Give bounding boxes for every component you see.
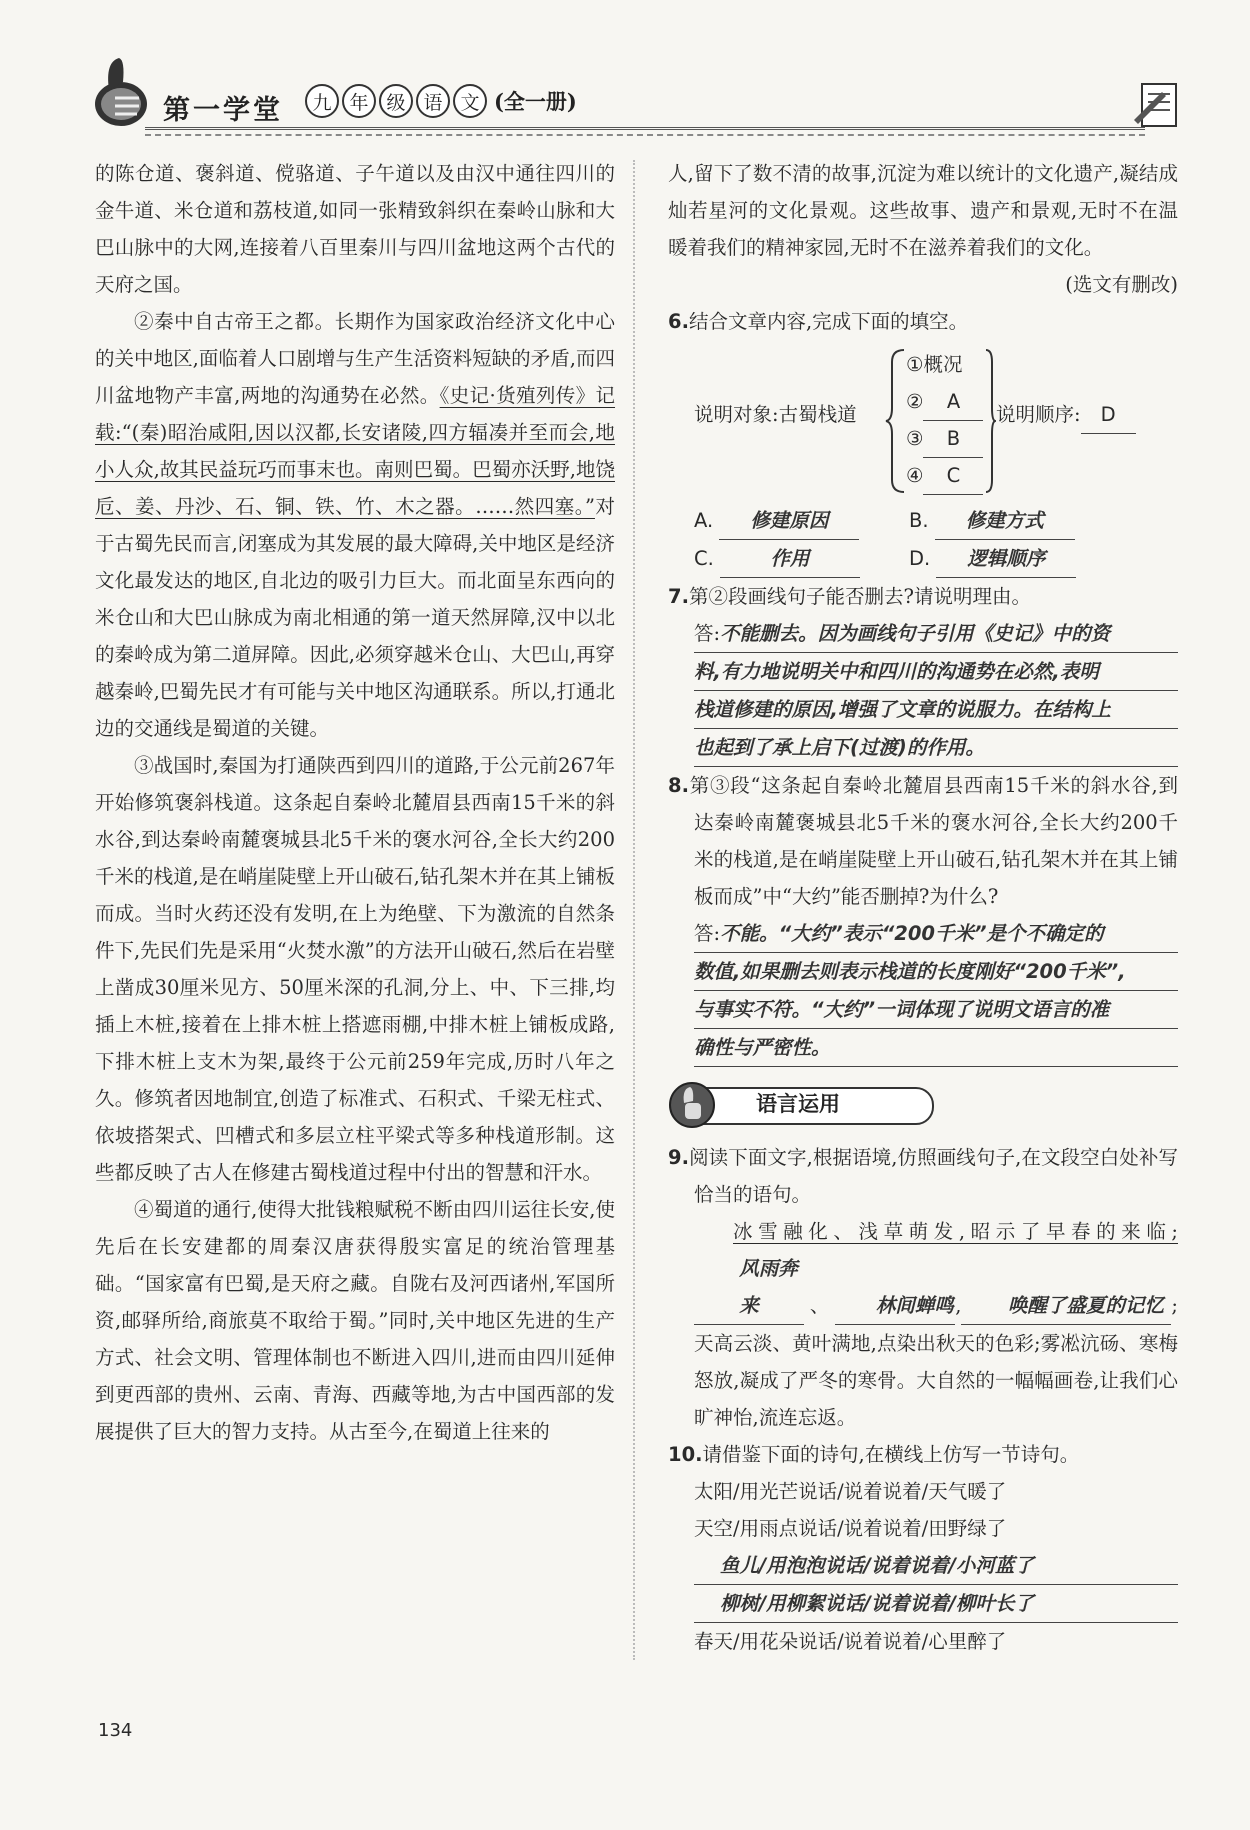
answer-line: 料,有力地说明关中和四川的沟通势在必然,表明	[694, 653, 1178, 691]
paragraph-cont: 人,留下了数不清的故事,沉淀为难以统计的文化遗产,凝结成灿若星河的文化景观。这些故事、遗产和景观,无时不在温暖着我们的精神家园,无时不在滋养着我们的文化。	[668, 162, 1178, 259]
brace-diagram	[694, 346, 1178, 496]
fill-blank: 风雨奔来	[694, 1250, 804, 1325]
fill-blank: 唤醒了盛夏的记忆	[961, 1287, 1171, 1325]
brace-item-1: ①概况	[906, 353, 963, 376]
separator: ,	[955, 1294, 962, 1317]
answer-line: 确性与严密性。	[694, 1029, 1178, 1067]
paragraph-4: ④蜀道的通行,使得大批钱粮赋税不断由四川运往长安,使先后在长安建都的周秦汉唐获得殷实富足的统治管理基础。“国家富有巴蜀,是天府之藏。自陇右及河西诸州,军国所资,邮驿所给,商旅莫不取给于蜀。”同时,关中地区先进的生产方式、社会文明、管理体制也不断进入四川,进而由四川延伸到更西部的贵州、云南、青海、西藏等地,为古中国西部的发展提供了巨大的智力支持。从古至今,在蜀道上往来的	[95, 1198, 615, 1443]
grade-char: 文	[453, 84, 487, 118]
question-number: 6.	[668, 310, 689, 333]
order-label: 说明顺序:	[996, 403, 1081, 426]
blank-D: D	[1081, 396, 1136, 434]
page-header	[85, 52, 1180, 142]
question-8	[668, 767, 1178, 915]
paragraph-2	[95, 303, 615, 747]
blank-B: B	[923, 420, 983, 458]
brace-order	[996, 396, 1136, 434]
paragraph-2-a: ②秦中自古帝王之都。长期作为国家政治经济文化中心的关中地区,面临着人口剧增与生产生活资料短缺的矛盾,而四川盆地物产丰富,两地的沟通势在必然。	[95, 310, 615, 407]
header-dash-rule	[145, 134, 1145, 136]
grade-char: 九	[305, 84, 339, 118]
answer-line: 栈道修建的原因,增强了文章的说服力。在结构上	[694, 691, 1178, 729]
answer-D: 逻辑顺序	[936, 540, 1076, 578]
right-column	[668, 155, 1178, 1660]
poem-answer-line	[668, 1547, 1178, 1585]
question-text: 请借鉴下面的诗句,在横线上仿写一节诗句。	[702, 1443, 1080, 1466]
question-number: 7.	[668, 585, 689, 608]
answer-line: 鱼儿/用泡泡说话/说着说着/小河蓝了	[694, 1547, 1178, 1585]
column-divider	[633, 160, 635, 1660]
option-label: A.	[694, 509, 714, 532]
answer-line: 与事实不符。“大约”一词体现了说明文语言的准	[694, 991, 1178, 1029]
notebook-icon	[1132, 80, 1180, 130]
answer-line: 不能删去。因为画线句子引用《史记》中的资	[720, 622, 1111, 645]
separator: 、	[804, 1294, 836, 1317]
question-number: 10.	[668, 1443, 703, 1466]
grade-char: 语	[416, 84, 450, 118]
option-label: D.	[909, 547, 931, 570]
brace-item-4	[906, 457, 983, 495]
underlined-quote: 《史记·货殖列传》记载:“(秦)昭治咸阳,因以汉都,长安诸陵,四方辐凑并至而会,地小人众,故其民益玩巧而事末也。南则巴蜀。巴蜀亦沃野,地饶卮、姜、丹沙、石、铜、铁、竹、木之器。……然四塞。”	[95, 384, 616, 518]
question-text: 结合文章内容,完成下面的填空。	[688, 310, 969, 333]
blank-C: C	[923, 457, 983, 495]
separator: ;	[1171, 1294, 1178, 1317]
q6-options	[668, 502, 1178, 578]
brace-item-2	[906, 383, 983, 421]
option-A	[694, 502, 909, 540]
left-column	[95, 155, 615, 1450]
question-number: 8.	[668, 774, 689, 797]
option-label: B.	[909, 509, 929, 532]
page-number: 134	[98, 1720, 133, 1741]
passage-text: 天高云淡、黄叶满地,点染出秋天的色彩;雾凇沆砀、寒梅怒放,凝成了严冬的寒骨。大自然的一幅幅画卷,让我们心旷神怡,流连忘返。	[694, 1332, 1178, 1429]
grade-char: 年	[342, 84, 376, 118]
item-prefix: ②	[906, 390, 924, 413]
item-prefix: ④	[906, 464, 924, 487]
option-D	[909, 540, 1124, 578]
answer-line: 不能。“大约”表示“200千米”是个不确定的	[720, 922, 1104, 945]
answer-8	[668, 915, 1178, 1067]
question-text: 第③段“这条起自秦岭北麓眉县西南15千米的斜水谷,到达秦岭南麓褒城县北5千米的褒水河谷,全长大约200千米的栈道,是在峭崖陡壁上开山破石,钻孔架木并在其上铺板而成”中“大约”能否删掉?为什么?	[688, 774, 1178, 908]
section-banner	[668, 1081, 938, 1129]
answer-C: 作用	[720, 540, 860, 578]
option-B	[909, 502, 1124, 540]
grade-title	[305, 84, 577, 118]
option-label: C.	[694, 547, 714, 570]
paragraph-1: 的陈仓道、褒斜道、傥骆道、子午道以及由汉中通往四川的金牛道、米仓道和荔枝道,如同一张精致斜织在秦岭山脉和大巴山脉中的大网,连接着八百里秦川与四川盆地这两个古代的天府之国。	[95, 162, 615, 296]
question-9	[668, 1139, 1178, 1213]
answer-prefix: 答:	[694, 622, 721, 645]
answer-B: 修建方式	[935, 502, 1075, 540]
question-number: 9.	[668, 1146, 689, 1169]
question-text: 阅读下面文字,根据语境,仿照画线句子,在文段空白处补写恰当的语句。	[688, 1146, 1178, 1206]
poem-line: 太阳/用光芒说话/说着说着/天气暖了	[694, 1480, 1007, 1503]
answer-line: 也起到了承上启下(过渡)的作用。	[694, 729, 1178, 767]
poem-line: 春天/用花朵说话/说着说着/心里醉了	[694, 1630, 1007, 1653]
brace-item-3	[906, 420, 983, 458]
brand-title: 第一学堂	[163, 95, 283, 126]
right-brace	[984, 348, 996, 494]
thumbs-up-icon	[85, 52, 155, 132]
paragraph-3: ③战国时,秦国为打通陕西到四川的道路,于公元前267年开始修筑褒斜栈道。这条起自秦岭北麓眉县西南15千米的斜水谷,到达秦岭南麓褒城县北5千米的褒水河谷,全长大约200千米的栈道,是在峭崖陡壁上开山破石,钻孔架木并在其上铺板而成。当时火药还没有发明,在上为绝壁、下为激流的自然条件下,先民们先是采用“火焚水激”的方法开山破石,然后在岩壁上凿成30厘米见方、50厘米深的孔洞,分上、中、下三排,均插上木桩,接着在上排木桩上搭遮雨棚,中排木桩上铺板成路,下排木桩上支木为架,最终于公元前259年完成,历时八年之久。修筑者因地制宜,创造了标准式、石积式、千梁无柱式、依坡搭架式、凹槽式和多层立柱平梁式等多种栈道形制。这些都反映了古人在修建古蜀栈道过程中付出的智慧和汗水。	[95, 754, 615, 1184]
question-6	[668, 303, 1178, 340]
answer-A: 修建原因	[719, 502, 859, 540]
brace-object-label: 说明对象:古蜀栈道	[694, 403, 857, 426]
item-prefix: ③	[906, 427, 924, 450]
header-rule	[145, 127, 1145, 130]
q9-passage	[668, 1213, 1178, 1436]
option-C	[694, 540, 909, 578]
question-7	[668, 578, 1178, 615]
underlined-model: 冰雪融化、浅草萌发,昭示了早春的来临;	[733, 1220, 1178, 1243]
grade-char: 级	[379, 84, 413, 118]
poem-answer-line	[668, 1585, 1178, 1623]
thumbs-up-icon	[668, 1081, 716, 1129]
answer-prefix: 答:	[694, 922, 721, 945]
grade-suffix: (全一册)	[494, 89, 577, 114]
answer-7	[668, 615, 1178, 767]
answer-line: 柳树/用柳絮说话/说着说着/柳叶长了	[694, 1585, 1178, 1623]
answer-line: 数值,如果删去则表示栈道的长度刚好“200千米”,	[694, 953, 1178, 991]
fill-blank: 林间蝉鸣	[835, 1287, 955, 1325]
left-brace	[884, 348, 906, 494]
blank-A: A	[923, 383, 983, 421]
paragraph-2-b: 对于古蜀先民而言,闭塞成为其发展的最大障碍,关中地区是经济文化最发达的地区,自北边的吸引力巨大。而北面呈东西向的米仓山和大巴山脉成为南北相通的第一道天然屏障,汉中以北的秦岭成为第二道屏障。因此,必须穿越米仓山、大巴山,再穿越秦岭,巴蜀先民才有可能与关中地区沟通联系。所以,打通北边的交通线是蜀道的关键。	[95, 495, 615, 740]
poem-line: 天空/用雨点说话/说着说着/田野绿了	[694, 1517, 1007, 1540]
section-title: 语言运用	[756, 1092, 840, 1116]
question-text: 第②段画线句子能否删去?请说明理由。	[688, 585, 1031, 608]
question-10	[668, 1436, 1178, 1473]
source-note: (选文有删改)	[1065, 273, 1178, 296]
